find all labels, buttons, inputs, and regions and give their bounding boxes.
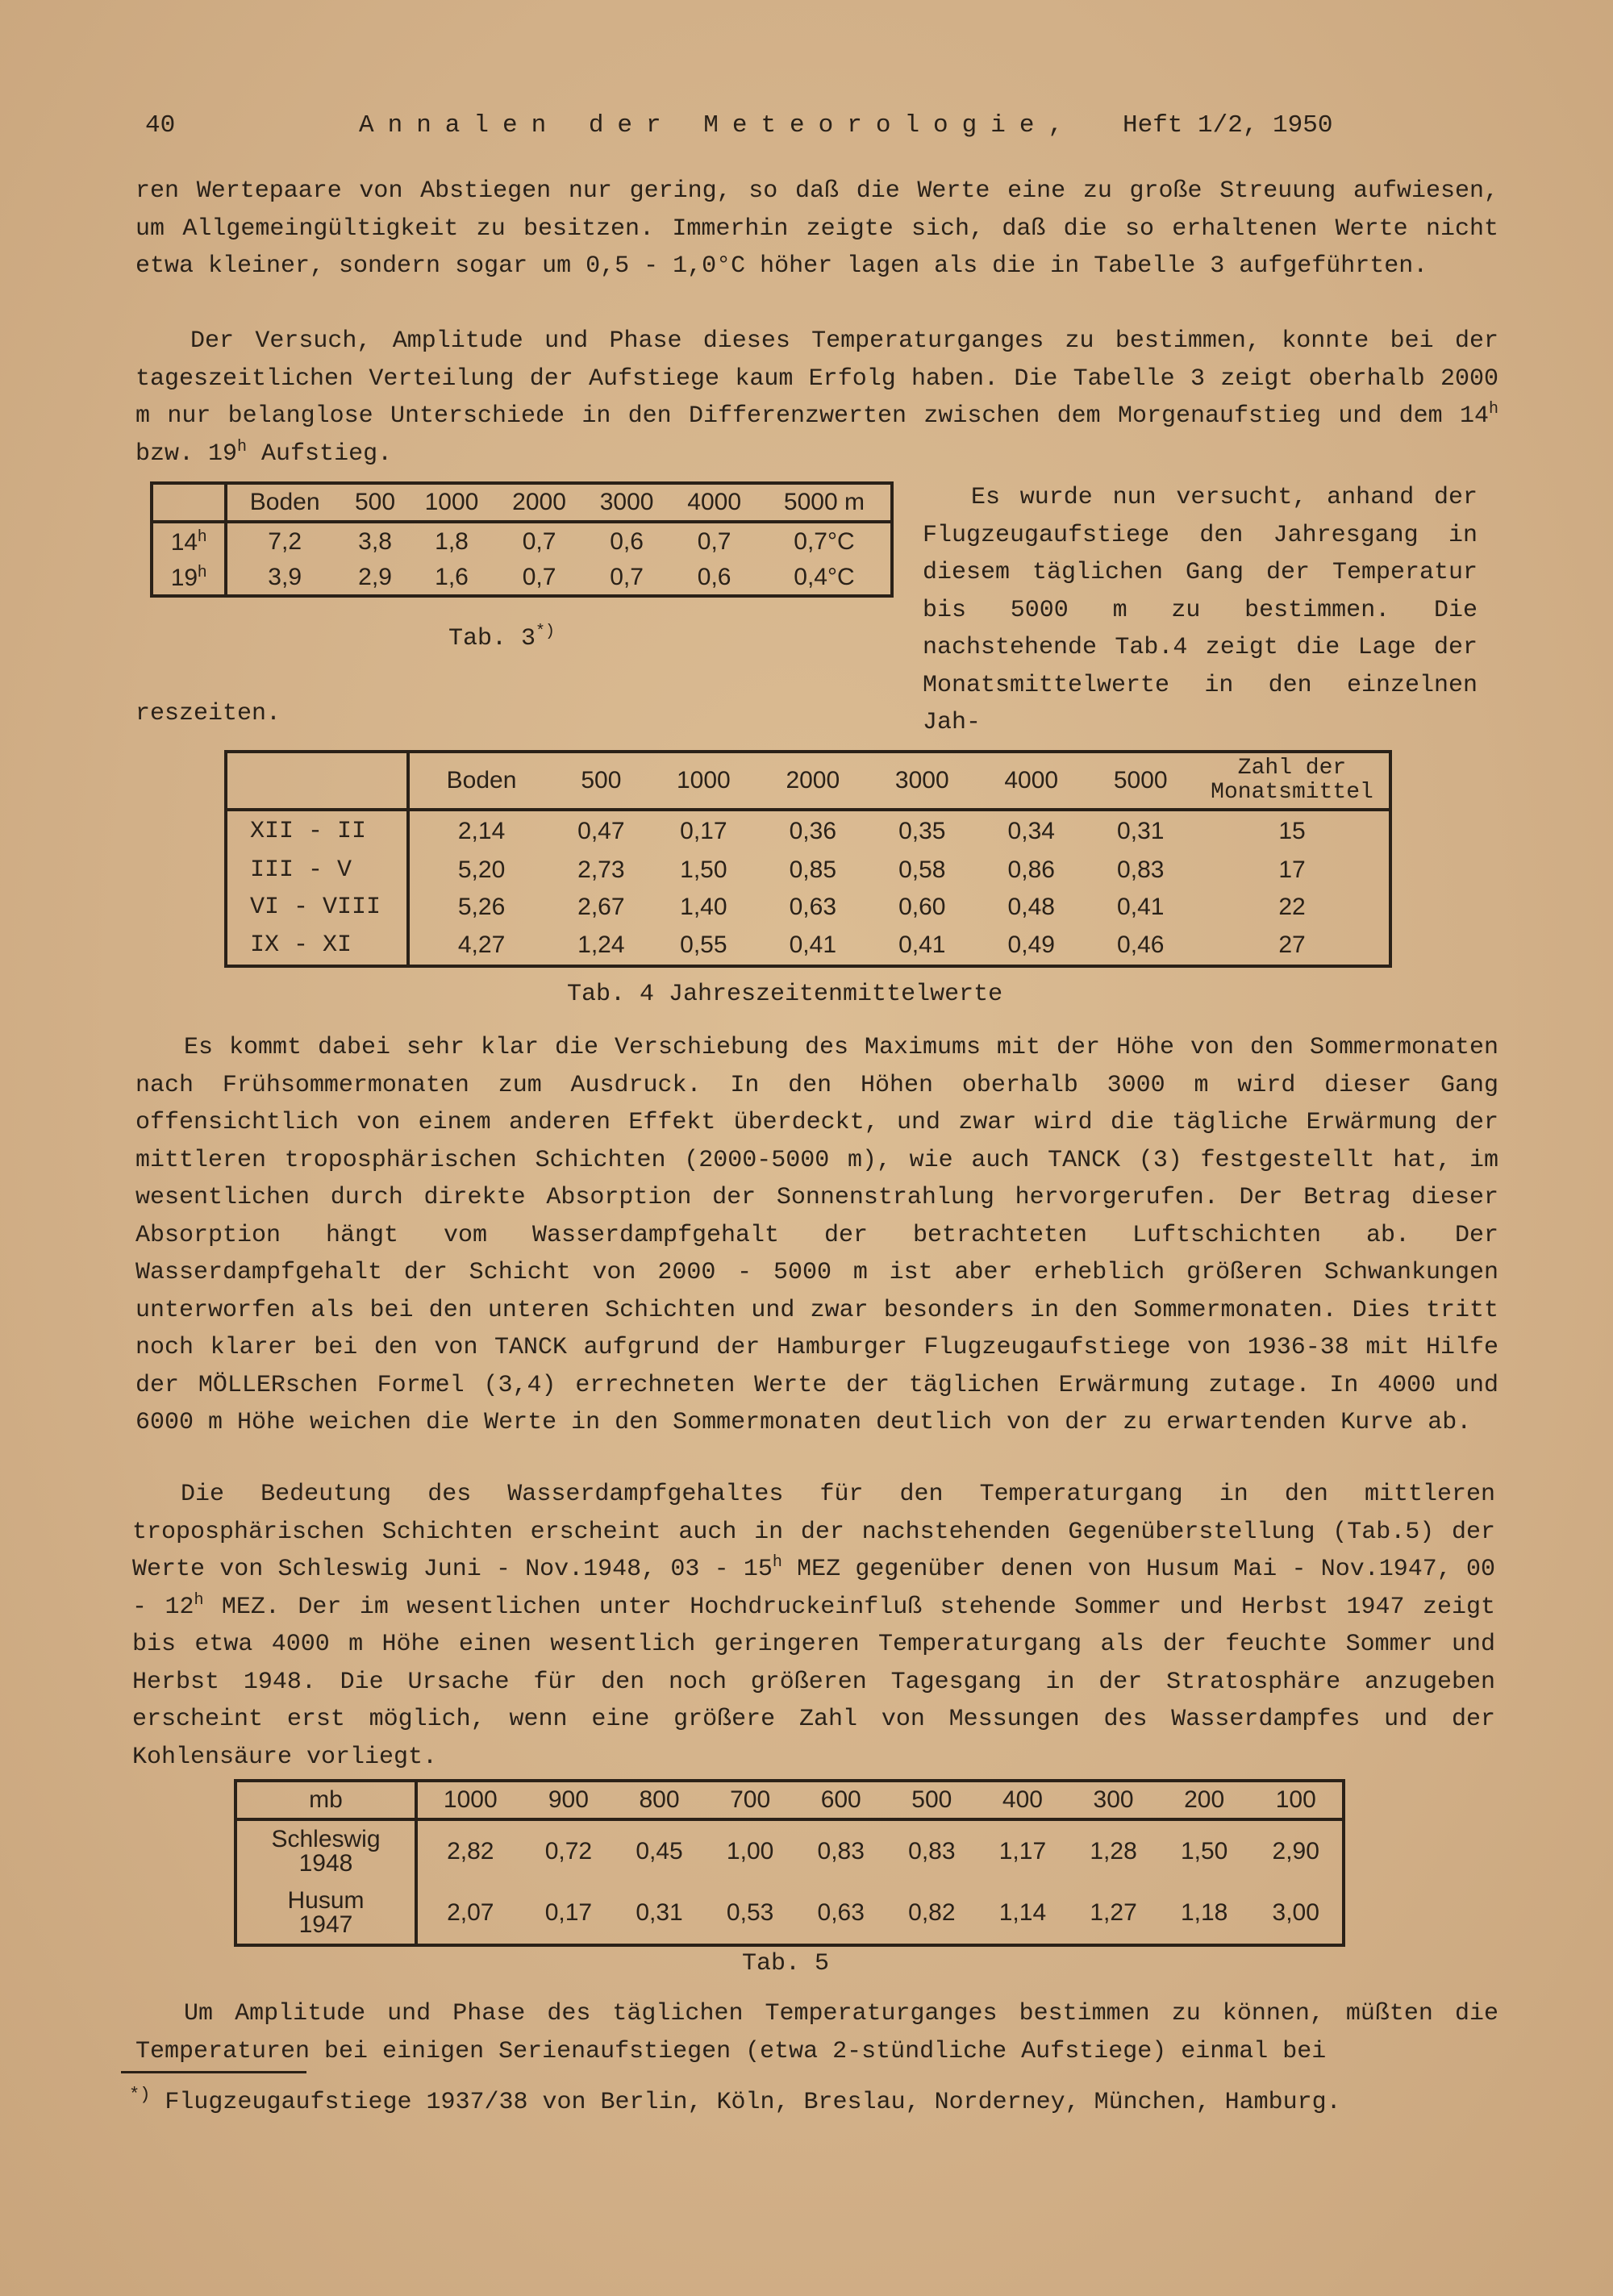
table-cell: 0,83: [1117, 856, 1165, 883]
table-cell: 1,17: [998, 1838, 1047, 1865]
table-5-header-row: [235, 1781, 1344, 1819]
table-cell: 0,86: [1007, 856, 1055, 883]
table-4-row-label: IX - XI: [226, 926, 408, 966]
table-3: [150, 481, 894, 598]
table-cell: 22: [1278, 894, 1306, 920]
table-5-header-cell: 500: [886, 1781, 977, 1819]
table-4-corner: [226, 752, 408, 810]
table-4-header-cell: 2000: [758, 752, 867, 810]
table-cell: 0,7°C: [794, 528, 855, 555]
p2-text-c: Aufstieg.: [247, 440, 393, 468]
table-cell: 0,46: [1117, 931, 1165, 958]
table-cell: 2,90: [1272, 1838, 1319, 1865]
page-number: 40: [145, 111, 176, 140]
table-cell: 3,00: [1272, 1899, 1319, 1926]
table-4-row-label: XII - II: [226, 810, 408, 852]
table-row: [226, 852, 1390, 889]
table-cell: 0,41: [789, 931, 836, 958]
table-cell: 0,7: [522, 564, 556, 590]
table-cell: 0,36: [789, 818, 836, 844]
table-3-caption: Tab. 3*): [448, 623, 556, 652]
table-row: [235, 1819, 1344, 1882]
table-cell: 1,40: [680, 894, 727, 920]
paragraph-3: Es kommt dabei sehr klar die Verschiebung des Maximums mit der Höhe von den Sommermonaten nach Frühsommermonaten zum Ausdruck. In den Höhen oberhalb 3000 m wird dieser Gang offensichtlich von einem anderen Effekt überdeckt, und zwar wird die tägliche Erwärmung der mittleren troposphärischen Schichten (2000-5000 m), wie auch TANCK (3) festgestellt hat, im wesentlichen durch direkte Absorption der Sonnenstrahlung hervorgerufen. Der Betrag dieser Absorption hängt vom Wasserdampfgehalt der betrachteten Luftschichten ab. Der Wasserdampfgehalt der Schicht von 2000 - 5000 m ist aber erheblich größeren Schwankungen unterworfen als bei den unteren Schichten und zwar besonders in den Sommermonaten. Dies tritt noch klarer bei den von TANCK aufgrund der Hamburger Flugzeugaufstiege von 1936-38 mit Hilfe der MÖLLERschen Formel (3,4) errechneten Werte der täglichen Erwärmung zutage. In 4000 und 6000 m Höhe weichen die Werte in den Sommermonaten deutlich von der zu erwartenden Kurve ab.: [135, 1034, 1498, 1436]
p2-sup-2: h: [237, 437, 248, 456]
table-cell: 0,41: [1117, 894, 1165, 920]
table-cell: 0,31: [636, 1899, 683, 1926]
p2-sup-1: h: [1488, 400, 1498, 419]
table-5-caption: Tab. 5: [742, 1950, 830, 1977]
table-3-header-cell: 5000 m: [758, 483, 892, 522]
table-4-row-label: VI - VIII: [226, 889, 408, 926]
paragraph-4: [132, 1476, 1495, 1776]
table-cell: 0,85: [789, 856, 836, 883]
table-3-header-cell: 500: [342, 483, 407, 522]
table-cell: 5,26: [457, 894, 506, 920]
table-5-header-cell: 600: [795, 1781, 886, 1819]
table-4-header-cell: Boden: [408, 752, 553, 810]
table-cell: 2,14: [457, 818, 506, 844]
table-cell: 3,8: [358, 528, 392, 555]
table-row: [235, 1882, 1344, 1945]
table-4-caption: Tab. 4 Jahreszeitenmittelwerte: [567, 981, 1003, 1008]
table-cell: 0,4°C: [794, 564, 855, 590]
footnote-mark: *): [129, 2085, 151, 2105]
table-4-header-cell: 1000: [649, 752, 758, 810]
table-cell: 0,31: [1117, 818, 1165, 844]
table-cell: 0,35: [898, 818, 946, 844]
table-cell: 0,48: [1007, 894, 1055, 920]
table-cell: 0,55: [680, 931, 727, 958]
table-cell: 0,47: [577, 818, 625, 844]
footnote-rule: [121, 2071, 306, 2073]
table-4: [224, 750, 1392, 968]
p4-text-b: MEZ gegenüber denen von Husum Mai - Nov.1947, 00 - 12: [132, 1556, 1495, 1621]
table-3-header-cell: 3000: [583, 483, 671, 522]
paragraph-5: Um Amplitude und Phase des täglichen Temperaturganges bestimmen zu können, müßten die Temperaturen bei einigen Serienaufstiegen (etwa 2-stündliche Aufstiege) einmal bei: [135, 2000, 1498, 2065]
table-cell: 2,67: [577, 894, 625, 920]
table-row: [226, 889, 1390, 926]
table-3-header-cell: Boden: [226, 483, 342, 522]
issue-info: Heft 1/2, 1950: [1123, 111, 1333, 140]
table-cell: 0,6: [610, 528, 644, 555]
paragraph-2: [135, 323, 1498, 473]
table-3-header-row: [152, 483, 892, 522]
table-5-header-cell: 700: [705, 1781, 796, 1819]
table-5-header-cell: 800: [614, 1781, 705, 1819]
table-cell: 0,83: [817, 1838, 865, 1865]
table-cell: 4,27: [457, 931, 506, 958]
p4-sup-1: h: [772, 1553, 782, 1572]
table-cell: 1,00: [726, 1838, 774, 1865]
table-cell: 7,2: [268, 528, 302, 555]
table-cell: 0,63: [817, 1899, 865, 1926]
table-cell: 2,82: [447, 1838, 494, 1865]
table-4-header-row: [226, 752, 1390, 810]
table-4-header-cell: 3000: [868, 752, 977, 810]
table-5-row-label: Husum 1947: [235, 1882, 416, 1945]
table-cell: 0,82: [908, 1899, 956, 1926]
table-3-header-cell: 1000: [408, 483, 496, 522]
table-5: [234, 1779, 1345, 1947]
p2-text-a: Der Versuch, Amplitude und Phase dieses Temperaturganges zu bestimmen, konnte bei der tageszeitlichen Verteilung der Aufstiege kaum Erfolg haben. Die Tabelle 3 zeigt oberhalb 2000 m nur belanglose Unterschiede in den Differenzwerten zwischen dem Morgenaufstieg und dem 14: [135, 327, 1498, 430]
p2-text-b: bzw. 19: [135, 440, 238, 468]
table-5-header-cell: 400: [977, 1781, 1069, 1819]
table-cell: 0,7: [522, 528, 556, 555]
table-cell: 0,41: [898, 931, 946, 958]
table-cell: 0,7: [697, 528, 731, 555]
table-cell: 0,17: [680, 818, 727, 844]
table-cell: 2,9: [358, 564, 392, 590]
table-cell: 0,34: [1007, 818, 1055, 844]
side-paragraph-continuation: reszeiten.: [135, 700, 281, 727]
table-5-header-cell: 1000: [416, 1781, 523, 1819]
footnote-text: Flugzeugaufstiege 1937/38 von Berlin, Köln, Breslau, Norderney, München, Hamburg.: [165, 2089, 1341, 2116]
table-cell: 1,28: [1090, 1838, 1137, 1865]
table-5-row-label: Schleswig 1948: [235, 1819, 416, 1882]
table-5-header-cell: 900: [523, 1781, 615, 1819]
table-cell: 0,63: [789, 894, 836, 920]
table-3-row-label: 19$^h$: [152, 560, 226, 596]
table-cell: 1,6: [435, 564, 469, 590]
table-cell: 1,18: [1180, 1899, 1228, 1926]
table-5-header-cell: 100: [1249, 1781, 1344, 1819]
table-cell: 15: [1278, 818, 1306, 844]
table-cell: 27: [1278, 931, 1306, 958]
table-4-header-cell: 4000: [977, 752, 1086, 810]
table-4-header-cell: 5000: [1086, 752, 1195, 810]
table-row: [152, 560, 892, 596]
table-cell: 0,72: [544, 1838, 593, 1865]
table-row: [226, 926, 1390, 966]
table-row: [226, 810, 1390, 852]
table-cell: 1,24: [577, 931, 625, 958]
journal-title: Annalen der Meteorologie,: [359, 111, 1077, 140]
table-cell: 2,73: [577, 856, 625, 883]
table-3-row-label: 14$^h$: [152, 522, 226, 560]
table-cell: 0,60: [898, 894, 946, 920]
paragraph-1: ren Wertepaare von Abstiegen nur gering, so daß die Werte eine zu große Streuung aufwiesen, um Allgemeingültigkeit zu besitzen. Immerhin zeigte sich, daß die so erhaltenen Werte nicht etwa kleiner, sondern sogar um 0,5 - 1,0°C höher lagen als die in Tabelle 3 aufgeführten.: [135, 177, 1498, 280]
table-cell: 3,9: [268, 564, 302, 590]
table-cell: 0,53: [726, 1899, 774, 1926]
table-5-header-cell: 300: [1068, 1781, 1159, 1819]
p4-text-a: Die Bedeutung des Wasserdampfgehaltes für den Temperaturgang in den mittleren troposphärischen Schichten erscheint auch in der nachstehenden Gegenüberstellung (Tab.5) der Werte von Schleswig Juni - Nov.1948, 03 - 15: [132, 1481, 1495, 1583]
table-5-header-label: mb: [235, 1781, 416, 1819]
table-cell: 1,8: [435, 528, 469, 555]
table-4-header-cell: 500: [553, 752, 649, 810]
p4-text-c: MEZ. Der im wesentlichen unter Hochdruckeinfluß stehende Sommer und Herbst 1947 zeigt bis etwa 4000 m Höhe einen wesentlich geringeren Temperaturgang als der feuchte Sommer und Herbst 1948. Die Ursache für den noch größeren Tagesgang in der Stratosphäre anzugeben erscheint erst möglich, wenn eine größere Zahl von Messungen des Wasserdampfes und der Kohlensäure vorliegt.: [132, 1593, 1495, 1771]
table-cell: 1,14: [998, 1899, 1047, 1926]
table-cell: 1,50: [680, 856, 727, 883]
table-cell: 0,83: [908, 1838, 956, 1865]
table-cell: 1,50: [1180, 1838, 1228, 1865]
table-3-header-cell: 4000: [670, 483, 758, 522]
table-cell: 0,7: [610, 564, 644, 590]
side-paragraph: Es wurde nun versucht, anhand der Flugzeugaufstiege den Jahresgang in diesem täglichen Gang der Temperatur bis 5000 m zu bestimmen. Die nachstehende Tab.4 zeigt die Lage der Monatsmittelwerte in den einzelnen Jah-: [923, 484, 1478, 736]
table-cell: 5,20: [457, 856, 506, 883]
table-3-header-cell: 2000: [495, 483, 583, 522]
p4-sup-2: h: [194, 1590, 204, 1610]
table-cell: 0,6: [697, 564, 731, 590]
table-cell: 0,49: [1007, 931, 1055, 958]
table-cell: 17: [1278, 856, 1306, 883]
table-4-header-cell: Zahl der Monatsmittel: [1195, 752, 1390, 810]
table-cell: 0,17: [544, 1899, 593, 1926]
table-row: [152, 522, 892, 560]
table-cell: 0,45: [636, 1838, 683, 1865]
table-cell: 2,07: [447, 1899, 494, 1926]
table-cell: 0,58: [898, 856, 946, 883]
table-3-corner: [152, 483, 226, 522]
footnote: [129, 2085, 1341, 2116]
table-4-row-label: III - V: [226, 852, 408, 889]
table-cell: 1,27: [1090, 1899, 1137, 1926]
table-5-header-cell: 200: [1159, 1781, 1250, 1819]
